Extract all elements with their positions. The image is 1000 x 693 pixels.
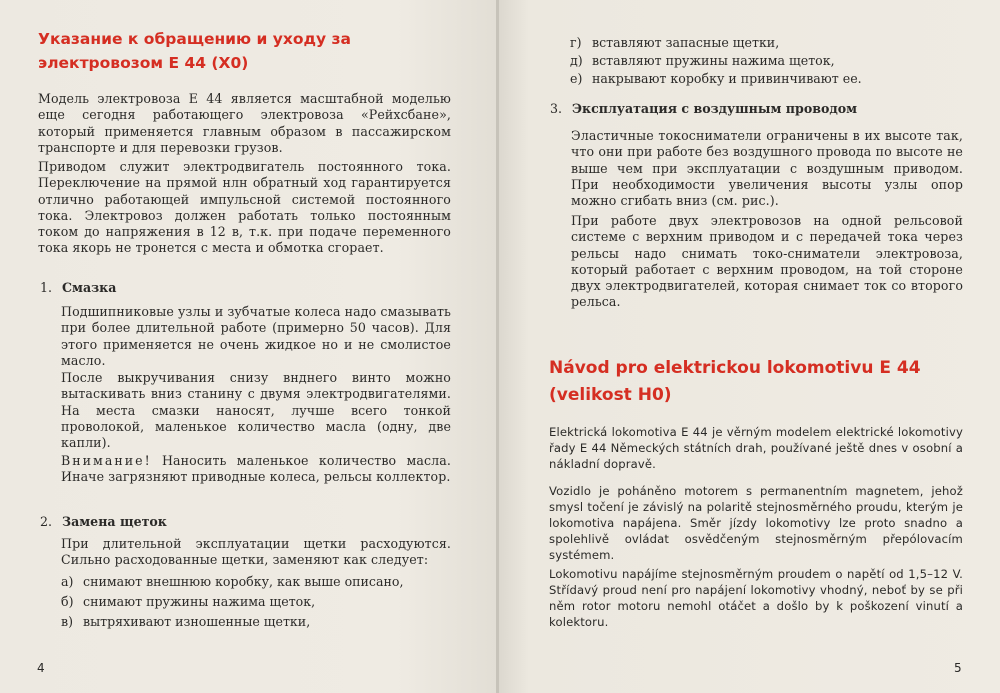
list-text: вытряхивают изношенные щетки, [83,614,311,629]
list-letter: а) [61,574,74,589]
cz-title-line-1: Návod pro elektrickou lokomotivu E 44 [549,358,921,378]
section-3-paragraph-2: При работе двух электровозов на одной рельсовой системе с верхним приводом и с передачей тока через рельсы надо снимать токо-сниматели электровоза, который работает с верхним проводом, на той стороне двух электродвигателей, которая снимает ток со второго рельса. [571,213,963,310]
section-2-paragraph-1: При длительной эксплуатации щетки расходуются. Сильно расходованные щетки, заменяют как следует: [61,536,451,568]
warning-lead: Внимание! [61,453,152,468]
list-letter: д) [570,53,583,68]
left-page [0,0,497,693]
ru-intro-paragraph-1: Модель электровоза Е 44 является масштабной моделью еще сегодня работающего электровоза «Рейхсбане», который применяется главным образом в пассажирском транспорте и для перевозки грузов. [38,91,451,155]
list-text: снимают внешнюю коробку, как выше описано, [83,574,404,589]
section-1-number: 1. [40,280,53,295]
warning-text: Наносить маленькое количество масла. Иначе загрязняют приводные колеса, рельсы коллектор. [61,453,451,485]
section-3-heading [550,101,857,117]
section-2-number: 2. [40,514,53,529]
list-item [61,594,315,610]
ru-title-line-2: электровозом Е 44 (Х0) [38,54,249,72]
page-number-left: 4 [37,661,45,675]
list-letter: г) [570,35,582,50]
list-letter: б) [61,594,74,609]
list-item [61,614,310,630]
list-letter: в) [61,614,74,629]
list-item [61,574,403,590]
section-3-paragraph-1: Эластичные токосниматели ограничены в их высоте так, что они при работе без воздушного провода по высоте не выше чем при эксплуатации с воздушным приводом. При необходимости увеличения высоты узлы опор можно сгибать вниз (см. рис.). [571,128,963,209]
list-item [570,35,779,51]
cz-paragraph-1: Elektrická lokomotiva E 44 je věrným modelem elektrické lokomotivy řady E 44 Německých státních drah, používané ještě dnes v osobní a nákladní dopravě. [549,425,963,471]
right-page [499,0,1000,693]
section-3-number: 3. [550,101,563,116]
list-text: вставляют пружины нажима щеток, [592,53,835,68]
list-item [570,53,835,69]
list-text: накрывают коробку и привинчивают ее. [592,71,862,86]
section-1-heading [40,280,116,296]
section-2-heading [40,514,167,530]
cz-title-line-2: (velikost H0) [549,385,672,405]
section-1-warning [61,453,451,486]
page-number-right: 5 [954,661,962,675]
list-text: вставляют запасные щетки, [592,35,780,50]
list-letter: е) [570,71,583,86]
section-1-title: Смазка [62,280,117,295]
section-2-title: Замена щеток [62,514,167,529]
section-3-title: Эксплуатация с воздушным проводом [572,101,858,116]
ru-title [38,27,351,75]
section-1-paragraph-2: После выкручивания снизу внднего винто можно вытаскивать вниз станину с двумя электродвигателями. На места смазки наносят, лучше всего тонкой проволокой, маленькое количество масла (одну, две капли). [61,370,451,451]
section-1-paragraph-1: Подшипниковые узлы и зубчатые колеса надо смазывать при более длительной работе (примерно 50 часов). Для этого применяется не очень жидкое но и не смолистое масло. [61,304,451,368]
ru-title-line-1: Указание к обращению и уходу за [38,30,351,48]
list-item [570,71,862,87]
cz-title [549,355,921,409]
cz-paragraph-3: Lokomotivu napájíme stejnosměrným proudem o napětí od 1,5–12 V. Střídavý proud není pro napájení lokomotivy vhodný, neboť by se při něm rotor motoru nemohl otáčet a došlo by k poškození vinutí a kolektoru. [549,567,963,629]
list-text: снимают пружины нажима щеток, [83,594,316,609]
cz-paragraph-2: Vozidlo je poháněno motorem s permanentním magnetem, jehož smysl točení je závislý na polaritě stejnosměrného proudu, kterým je lokomotiva napájena. Směr jízdy lokomotivy lze proto snadno a spolehlivě ovládat osvědčeným stejnosměrným přepólovacím systémem. [549,484,963,562]
ru-intro-paragraph-2: Приводом служит электродвигатель постоянного тока. Переключение на прямой нлн обратный ход гарантируется отлично работающей импульсной системой постоянного тока. Электровоз должен работать только постоянным током до напряжения в 12 в, т.к. при подаче переменного тока якорь не тронется с места и обмотка сгорает. [38,159,451,256]
